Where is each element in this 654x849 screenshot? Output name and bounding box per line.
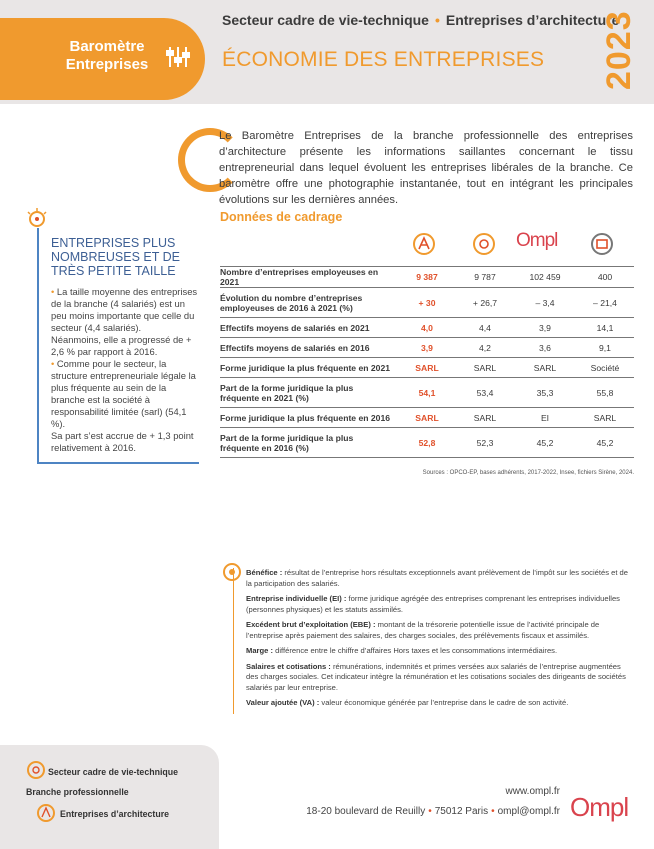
- row-label: Nombre d’entreprises employeuses en 2021: [220, 267, 398, 288]
- cell-c3: 3,6: [514, 338, 576, 358]
- table-row: [220, 378, 634, 408]
- cell-c3: 45,2: [514, 428, 576, 458]
- table-row: [220, 428, 634, 458]
- row-label: Part de la forme juridique la plus fréquente en 2021 (%): [220, 378, 398, 408]
- cell-c3: 3,9: [514, 318, 576, 338]
- definition-text: résultat de l’entreprise hors résultats exceptionnels avant prélèvement de l’impôt sur les sociétés et de la participation des salariés.: [246, 568, 628, 588]
- row-label: Effectifs moyens de salariés en 2021: [220, 318, 398, 338]
- definition-item: [246, 646, 633, 657]
- footer-address: [300, 806, 560, 817]
- technique-footer-icon: [26, 760, 46, 780]
- sidebar-paragraph-3: [51, 358, 199, 430]
- sources-note: Sources : OPCO-EP, bases adhérents, 2017-2022, Insee, fichiers Sirène, 2024.: [422, 470, 634, 476]
- cell-c1: SARL: [398, 358, 456, 378]
- table-row: [220, 288, 634, 318]
- cell-c2: SARL: [456, 408, 514, 428]
- definition-term: Entreprise individuelle (EI) :: [246, 594, 347, 603]
- sidebar-paragraph-2: Néanmoins, elle a progressé de + 2,6 % par rapport à 2016.: [51, 334, 192, 357]
- definition-term: Bénéfice :: [246, 568, 283, 577]
- table-row: [220, 358, 634, 378]
- cell-c2: 4,4: [456, 318, 514, 338]
- definition-item: [246, 662, 633, 694]
- email-link[interactable]: ompl@ompl.fr: [497, 806, 560, 817]
- column-icons: [398, 232, 634, 258]
- definitions-block: [233, 568, 633, 714]
- cell-c2: 53,4: [456, 378, 514, 408]
- cell-c4: Société: [576, 358, 634, 378]
- cell-c1: SARL: [398, 408, 456, 428]
- definition-term: Excédent brut d’exploitation (EBE) :: [246, 620, 376, 629]
- cell-c3: SARL: [514, 358, 576, 378]
- definition-text: forme juridique agrégée des entreprises comprenant les entreprises individuelles (personnes physiques) et les statuts assimilés.: [246, 594, 620, 614]
- sidebar-title: ENTREPRISES PLUS NOMBREUSES ET DE TRÈS PETITE TAILLE: [51, 236, 180, 278]
- definition-item: [246, 594, 633, 615]
- row-label: Forme juridique la plus fréquente en 2016: [220, 408, 398, 428]
- cell-c4: 9,1: [576, 338, 634, 358]
- header-branch: Entreprises d’architecture: [445, 12, 620, 28]
- page-header: [0, 0, 654, 104]
- header-separator: •: [434, 12, 440, 28]
- sidebar-text-1: La taille moyenne des entreprises de la branche (4 salariés) est un peu moins importante que celle du secteur (4,4 salariés).: [51, 286, 198, 333]
- cell-c1: + 30: [398, 288, 456, 318]
- barometre-logo-text: [52, 38, 162, 74]
- cell-c2: + 26,7: [456, 288, 514, 318]
- section-title: Données de cadrage: [220, 210, 343, 224]
- data-table: [220, 266, 634, 458]
- bullet: •: [51, 286, 55, 297]
- cell-c4: 45,2: [576, 428, 634, 458]
- sidebar-paragraph-4: Sa part s’est accrue de + 1,3 point relativement à 2016.: [51, 430, 194, 453]
- ompl-footer-logo: Ompl: [570, 792, 629, 822]
- sliders-icon: [165, 44, 191, 70]
- cell-c4: SARL: [576, 408, 634, 428]
- cell-c4: 14,1: [576, 318, 634, 338]
- architecture-icon: [412, 232, 436, 256]
- liberal-professions-icon: [590, 232, 614, 256]
- cell-c3: 35,3: [514, 378, 576, 408]
- definition-text: valeur économique générée par l’entreprise dans le cadre de son activité.: [319, 698, 569, 707]
- cell-c4: 400: [576, 267, 634, 288]
- cell-c4: – 21,4: [576, 288, 634, 318]
- table-row: [220, 338, 634, 358]
- street: 18-20 boulevard de Reuilly: [306, 806, 426, 817]
- architecture-footer-icon: [36, 803, 56, 823]
- definition-item: [246, 698, 633, 709]
- ompl-logo: Ompl: [516, 230, 558, 251]
- definition-term: Valeur ajoutée (VA) :: [246, 698, 320, 707]
- website-link[interactable]: www.ompl.fr: [505, 786, 560, 797]
- table-row: [220, 267, 634, 288]
- bullet: •: [51, 358, 55, 369]
- definition-term: Salaires et cotisations :: [246, 661, 331, 671]
- table-row: [220, 318, 634, 338]
- definition-term: Marge :: [246, 646, 274, 655]
- cell-c2: 4,2: [456, 338, 514, 358]
- definition-text: rémunérations, indemnités et primes versées aux salariés de l’entreprise augmentées des charges sociales. Cet indicateur intègre la rémunération et les cotisations sociales des dirigeants de sociétés salariés par leur entreprise.: [246, 661, 626, 692]
- row-label: Part de la forme juridique la plus fréquente en 2016 (%): [220, 428, 398, 458]
- definition-text: montant de la trésorerie potentielle issue de l’activité principale de l’entreprise après paiement des salaires, des charges sociales, des prélèvements fiscaux et assimilés.: [246, 620, 600, 640]
- cell-c2: 52,3: [456, 428, 514, 458]
- cell-c4: 55,8: [576, 378, 634, 408]
- cell-c1: 9 387: [398, 267, 456, 288]
- row-label: Évolution du nombre d’entreprises employeuses de 2016 à 2021 (%): [220, 288, 398, 318]
- cell-c3: – 3,4: [514, 288, 576, 318]
- dot: •: [491, 806, 495, 817]
- row-label: Effectifs moyens de salariés en 2016: [220, 338, 398, 358]
- logo-line-1: Baromètre: [69, 38, 145, 55]
- definition-item: [246, 620, 633, 641]
- cell-c2: SARL: [456, 358, 514, 378]
- header-subtitle: [222, 12, 619, 28]
- cell-c1: 3,9: [398, 338, 456, 358]
- footer-sector: Secteur cadre de vie-technique: [48, 767, 179, 777]
- sidebar-box: [37, 228, 199, 464]
- header-sector: Secteur cadre de vie-technique: [222, 12, 429, 28]
- cell-c1: 54,1: [398, 378, 456, 408]
- dot: •: [428, 806, 432, 817]
- table-row: [220, 408, 634, 428]
- year-label: 2023: [600, 10, 638, 90]
- definition-item: [246, 568, 633, 589]
- footer-branch-label: Branche professionnelle: [26, 787, 129, 797]
- page-title: ÉCONOMIE DES ENTREPRISES: [222, 48, 545, 71]
- sidebar-text-3: Comme pour le secteur, la structure entrepreneuriale légale la plus fréquente au sein de la branche est la société à responsabilité limitée (sarl) (54,1 %).: [51, 358, 196, 429]
- cell-c3: 102 459: [514, 267, 576, 288]
- cell-c2: 9 787: [456, 267, 514, 288]
- row-label: Forme juridique la plus fréquente en 2021: [220, 358, 398, 378]
- cell-c1: 4,0: [398, 318, 456, 338]
- sidebar-paragraph-1: [51, 286, 199, 334]
- definition-text: différence entre le chiffre d’affaires Hors taxes et les consommations intermédiaires.: [273, 646, 558, 655]
- cell-c1: 52,8: [398, 428, 456, 458]
- city: 75012 Paris: [434, 806, 489, 817]
- cell-c3: EI: [514, 408, 576, 428]
- footer-branch: Entreprises d’architecture: [60, 809, 170, 819]
- logo-line-2: Entreprises: [65, 56, 149, 73]
- bulb-icon: [26, 208, 48, 230]
- technique-icon: [472, 232, 496, 256]
- intro-paragraph: Le Baromètre Entreprises de la branche professionnelle des entreprises d’architecture présente les informations saillantes concernant le tissu entrepreneurial dans lequel évoluent les entreprises libérales de la branche. Ce baromètre offre une photographie instantanée, tout en intégrant les principales évolutions sur les dernières années.: [219, 130, 633, 206]
